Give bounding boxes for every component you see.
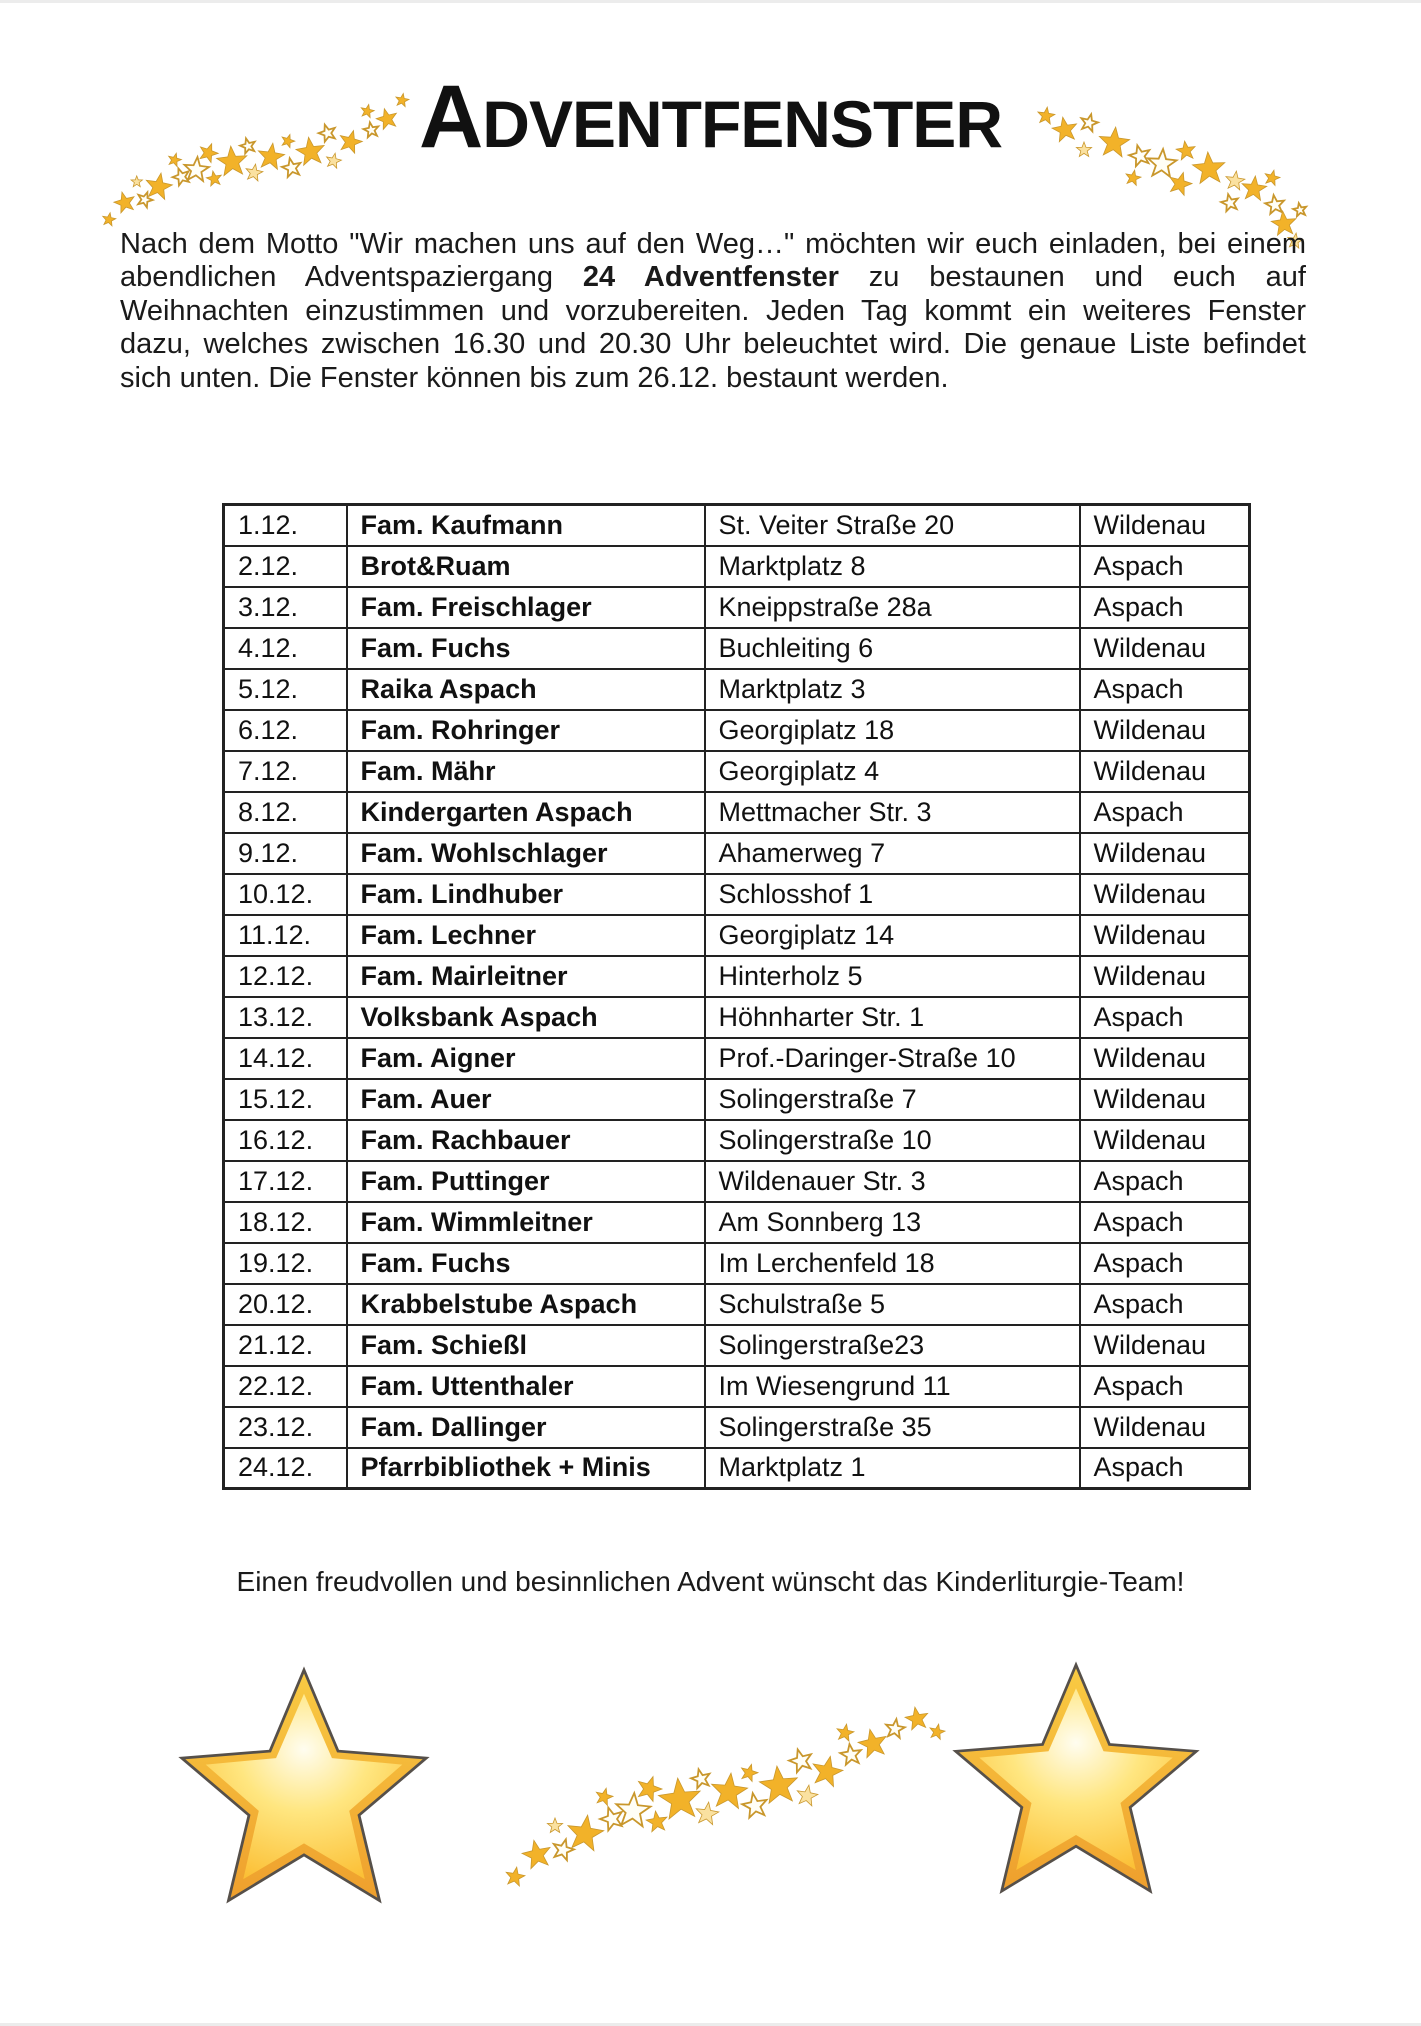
cell-town: Wildenau	[1080, 833, 1250, 874]
cell-date: 11.12.	[224, 915, 347, 956]
cell-date: 15.12.	[224, 1079, 347, 1120]
cell-town: Wildenau	[1080, 915, 1250, 956]
cell-address: Ahamerweg 7	[705, 833, 1080, 874]
cell-date: 17.12.	[224, 1161, 347, 1202]
table-row	[224, 546, 1250, 587]
cell-address: Hinterholz 5	[705, 956, 1080, 997]
small-star-icon	[1170, 172, 1192, 195]
table-row	[224, 751, 1250, 792]
cell-name: Kindergarten Aspach	[347, 792, 705, 833]
cell-name: Brot&Ruam	[347, 546, 705, 587]
cell-town: Wildenau	[1080, 710, 1250, 751]
small-star-icon	[596, 1788, 613, 1805]
small-star-icon	[742, 1793, 766, 1817]
cell-address: Georgiplatz 4	[705, 751, 1080, 792]
cell-address: Marktplatz 1	[705, 1448, 1080, 1489]
cell-town: Wildenau	[1080, 505, 1250, 546]
cell-date: 2.12.	[224, 546, 347, 587]
small-star-icon	[568, 1815, 604, 1851]
small-star-icon	[638, 1777, 662, 1802]
cell-date: 23.12.	[224, 1407, 347, 1448]
small-star-icon	[114, 192, 134, 213]
cell-name: Pfarrbibliothek + Minis	[347, 1448, 705, 1489]
small-star-icon	[506, 1867, 525, 1886]
cell-name: Fam. Freischlager	[347, 587, 705, 628]
cell-town: Aspach	[1080, 1161, 1250, 1202]
small-star-icon	[840, 1744, 861, 1765]
cell-address: Georgiplatz 18	[705, 710, 1080, 751]
cell-date: 1.12.	[224, 505, 347, 546]
cell-date: 4.12.	[224, 628, 347, 669]
cell-name: Fam. Lechner	[347, 915, 705, 956]
cell-address: Marktplatz 8	[705, 546, 1080, 587]
small-star-icon	[742, 1764, 758, 1781]
cell-address: Solingerstraße 10	[705, 1120, 1080, 1161]
small-star-icon	[1076, 142, 1091, 156]
page-title: ADVENTFENSTER	[419, 66, 1002, 166]
small-star-icon	[759, 1766, 797, 1803]
star-trail-icon	[1032, 88, 1312, 238]
cell-address: Wildenauer Str. 3	[705, 1161, 1080, 1202]
small-star-icon	[905, 1707, 927, 1730]
small-star-icon	[146, 173, 172, 199]
cell-address: Solingerstraße 35	[705, 1407, 1080, 1448]
cell-address: Prof.-Daringer-Straße 10	[705, 1038, 1080, 1079]
table-row	[224, 1407, 1250, 1448]
cell-date: 19.12.	[224, 1243, 347, 1284]
small-star-icon	[797, 1785, 818, 1806]
cell-town: Aspach	[1080, 587, 1250, 628]
cell-town: Aspach	[1080, 546, 1250, 587]
cell-date: 7.12.	[224, 751, 347, 792]
cell-town: Wildenau	[1080, 956, 1250, 997]
table-row	[224, 505, 1250, 546]
cell-date: 22.12.	[224, 1366, 347, 1407]
closing-line: Einen freudvollen und besinnlichen Advent wünscht das Kinderliturgie-Team!	[236, 1566, 1185, 1597]
cell-date: 8.12.	[224, 792, 347, 833]
cell-name: Raika Aspach	[347, 669, 705, 710]
cell-town: Wildenau	[1080, 1120, 1250, 1161]
small-star-icon	[1293, 203, 1306, 216]
cell-town: Wildenau	[1080, 1079, 1250, 1120]
cell-town: Wildenau	[1080, 1407, 1250, 1448]
cell-name: Fam. Aigner	[347, 1038, 705, 1079]
cell-address: Georgiplatz 14	[705, 915, 1080, 956]
cell-town: Aspach	[1080, 1448, 1250, 1489]
small-star-icon	[600, 1808, 622, 1831]
page-top-edge	[0, 0, 1421, 3]
cell-name: Fam. Kaufmann	[347, 505, 705, 546]
cell-date: 6.12.	[224, 710, 347, 751]
cell-name: Volksbank Aspach	[347, 997, 705, 1038]
intro-text-after: zu bestaunen und euch auf Weihnachten einzustimmen und vorzubereiten. Jeden Tag kommt ein weiteres Fenster dazu, welches zwischen 16.30 und 20.30 Uhr beleuchtet wird. Die genaue Liste befindet sich unten. Die Fenster können bis zum 26.12. bestaunt werden.	[120, 261, 1306, 394]
cell-town: Wildenau	[1080, 1038, 1250, 1079]
small-star-icon	[1265, 195, 1284, 214]
small-star-icon	[547, 1818, 562, 1832]
table-row	[224, 874, 1250, 915]
table-row	[224, 1038, 1250, 1079]
cell-date: 3.12.	[224, 587, 347, 628]
cell-town: Wildenau	[1080, 1325, 1250, 1366]
cell-date: 13.12.	[224, 997, 347, 1038]
cell-address: St. Veiter Straße 20	[705, 505, 1080, 546]
cell-address: Im Wiesengrund 11	[705, 1366, 1080, 1407]
advent-table-body	[224, 505, 1250, 1489]
cell-town: Wildenau	[1080, 751, 1250, 792]
cell-town: Wildenau	[1080, 628, 1250, 669]
cell-address: Am Sonnberg 13	[705, 1202, 1080, 1243]
cell-name: Fam. Auer	[347, 1079, 705, 1120]
small-star-icon	[813, 1756, 843, 1786]
star-trail-icon	[495, 1692, 955, 1892]
small-star-icon	[131, 176, 142, 187]
small-star-icon	[930, 1724, 945, 1739]
cell-town: Aspach	[1080, 1284, 1250, 1325]
intro-text-before: Nach dem Motto "Wir machen uns auf den Weg…" möchten wir euch einladen, bei einem abendlichen Adventspaziergang	[120, 228, 1306, 294]
table-row	[224, 1366, 1250, 1407]
cell-date: 12.12.	[224, 956, 347, 997]
intro-text-bold: 24 Adventfenster	[582, 261, 839, 294]
cell-name: Fam. Rachbauer	[347, 1120, 705, 1161]
table-row	[224, 833, 1250, 874]
small-star-icon	[1099, 127, 1129, 157]
cell-name: Fam. Schießl	[347, 1325, 705, 1366]
small-star-icon	[103, 213, 116, 226]
small-star-icon	[1193, 152, 1225, 183]
small-star-icon	[1242, 176, 1267, 200]
cell-address: Solingerstraße 7	[705, 1079, 1080, 1120]
small-star-icon	[858, 1729, 886, 1757]
table-row	[224, 1284, 1250, 1325]
table-row	[224, 1079, 1250, 1120]
cell-town: Aspach	[1080, 1243, 1250, 1284]
cell-name: Fam. Lindhuber	[347, 874, 705, 915]
small-star-icon	[554, 1839, 574, 1860]
cell-date: 14.12.	[224, 1038, 347, 1079]
advent-windows-table	[222, 503, 1251, 1490]
small-star-icon	[789, 1749, 811, 1772]
cell-town: Aspach	[1080, 669, 1250, 710]
small-star-icon	[1052, 117, 1076, 141]
table-row	[224, 628, 1250, 669]
small-star-icon	[1176, 141, 1195, 160]
cell-address: Kneippstraße 28a	[705, 587, 1080, 628]
cell-date: 24.12.	[224, 1448, 347, 1489]
small-star-icon	[1148, 149, 1176, 177]
small-star-icon	[1221, 194, 1238, 211]
small-star-icon	[1081, 114, 1098, 131]
cell-address: Im Lerchenfeld 18	[705, 1243, 1080, 1284]
small-star-icon	[1126, 170, 1141, 185]
intro-paragraph	[120, 228, 1306, 395]
cell-address: Solingerstraße23	[705, 1325, 1080, 1366]
cell-address: Mettmacher Str. 3	[705, 792, 1080, 833]
cell-town: Aspach	[1080, 1202, 1250, 1243]
cell-name: Fam. Rohringer	[347, 710, 705, 751]
small-star-icon	[691, 1769, 709, 1788]
table-row	[224, 1243, 1250, 1284]
small-star-icon	[1226, 171, 1245, 190]
cell-address: Höhnharter Str. 1	[705, 997, 1080, 1038]
cell-date: 5.12.	[224, 669, 347, 710]
table-row	[224, 1161, 1250, 1202]
table-row	[224, 1202, 1250, 1243]
small-star-icon	[1038, 107, 1055, 124]
large-star-icon	[178, 1665, 430, 1925]
small-star-icon	[646, 1811, 667, 1832]
small-star-icon	[1129, 145, 1149, 166]
cell-name: Krabbelstube Aspach	[347, 1284, 705, 1325]
cell-town: Aspach	[1080, 1366, 1250, 1407]
small-star-icon	[522, 1840, 550, 1868]
table-row	[224, 792, 1250, 833]
cell-date: 16.12.	[224, 1120, 347, 1161]
cell-name: Fam. Wimmleitner	[347, 1202, 705, 1243]
table-row	[224, 915, 1250, 956]
small-star-icon	[1265, 170, 1280, 185]
table-row	[224, 1448, 1250, 1489]
cell-date: 21.12.	[224, 1325, 347, 1366]
cell-town: Wildenau	[1080, 874, 1250, 915]
cell-name: Fam. Dallinger	[347, 1407, 705, 1448]
small-star-icon	[616, 1793, 650, 1826]
cell-name: Fam. Mairleitner	[347, 956, 705, 997]
cell-address: Schlosshof 1	[705, 874, 1080, 915]
table-row	[224, 956, 1250, 997]
cell-name: Fam. Puttinger	[347, 1161, 705, 1202]
cell-name: Fam. Mähr	[347, 751, 705, 792]
small-star-icon	[837, 1724, 854, 1741]
small-star-icon	[886, 1719, 905, 1738]
table-row	[224, 1325, 1250, 1366]
small-star-icon	[173, 168, 189, 185]
cell-town: Aspach	[1080, 792, 1250, 833]
large-star-icon	[952, 1660, 1200, 1915]
cell-address: Buchleiting 6	[705, 628, 1080, 669]
small-star-icon	[658, 1778, 700, 1819]
table-row	[224, 669, 1250, 710]
cell-date: 20.12.	[224, 1284, 347, 1325]
cell-name: Fam. Uttenthaler	[347, 1366, 705, 1407]
small-star-icon	[696, 1802, 719, 1824]
table-row	[224, 1120, 1250, 1161]
cell-address: Schulstraße 5	[705, 1284, 1080, 1325]
cell-date: 18.12.	[224, 1202, 347, 1243]
table-row	[224, 997, 1250, 1038]
cell-date: 9.12.	[224, 833, 347, 874]
cell-name: Fam. Fuchs	[347, 628, 705, 669]
cell-name: Fam. Fuchs	[347, 1243, 705, 1284]
table-row	[224, 587, 1250, 628]
cell-name: Fam. Wohlschlager	[347, 833, 705, 874]
small-star-icon	[206, 171, 221, 186]
cell-town: Aspach	[1080, 997, 1250, 1038]
table-row	[224, 710, 1250, 751]
cell-date: 10.12.	[224, 874, 347, 915]
cell-address: Marktplatz 3	[705, 669, 1080, 710]
